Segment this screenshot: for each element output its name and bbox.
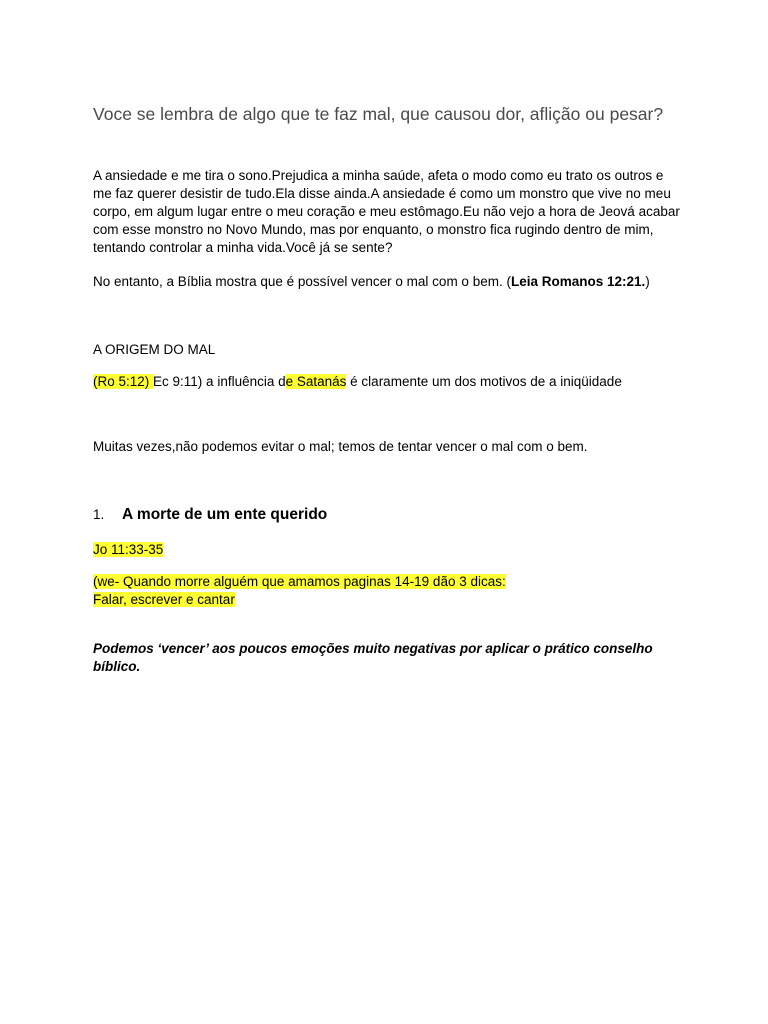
section-heading-1 — [93, 505, 683, 525]
paragraph-origin — [93, 373, 713, 391]
paragraph-tips — [93, 573, 683, 609]
paragraph-closing: Podemos ‘vencer’ aos poucos emoções muito negativas por aplicar o prático conselho bíblico. — [93, 641, 653, 674]
highlight-ref: (Ro 5:12) — [93, 374, 154, 389]
highlight-jo: Jo 11:33-35 — [93, 542, 164, 557]
bible-reference: Leia Romanos 12:21. — [510, 274, 646, 289]
section-number: 1. — [93, 507, 105, 522]
heading-question: Voce se lembra de algo que te faz mal, que causou dor, aflição ou pesar? — [93, 104, 664, 124]
reference-jo — [93, 541, 683, 559]
bible-text-before: No entanto, a Bíblia mostra que é possível vencer o mal com o bem. ( — [93, 274, 511, 289]
bible-text-after: ) — [645, 274, 650, 289]
highlight-tips-line1: (we- Quando morre alguém que amamos paginas 14-19 dão 3 dicas: — [93, 574, 506, 589]
origin-text-end: é claramente um dos motivos de a iniqüidade — [346, 374, 622, 389]
paragraph-often: Muitas vezes,não podemos evitar o mal; temos de tentar vencer o mal com o bem. — [93, 439, 588, 454]
section-title: A morte de um ente querido — [122, 506, 328, 523]
section-heading-origin: A ORIGEM DO MAL — [93, 342, 216, 357]
highlight-satan: e Satanás — [285, 374, 347, 389]
origin-text-mid: Ec 9:11) a influência d — [153, 374, 286, 389]
highlight-tips-line2: Falar, escrever e cantar — [93, 592, 235, 607]
paragraph-bible — [93, 273, 683, 291]
paragraph-anxiety: A ansiedade e me tira o sono.Prejudica a minha saúde, afeta o modo como eu trato os outros e me faz querer desistir de tudo.Ela disse ainda.A ansiedade é como um monstro que vive no meu corpo, em algum lugar entre o meu coração e meu estômago.Eu não vejo a hora de Jeová acabar com esse monstro no Novo Mundo, mas por enquanto, o monstro fica rugindo dentro de mim, tentando controlar a minha vida.Você já se sente? — [93, 168, 680, 255]
